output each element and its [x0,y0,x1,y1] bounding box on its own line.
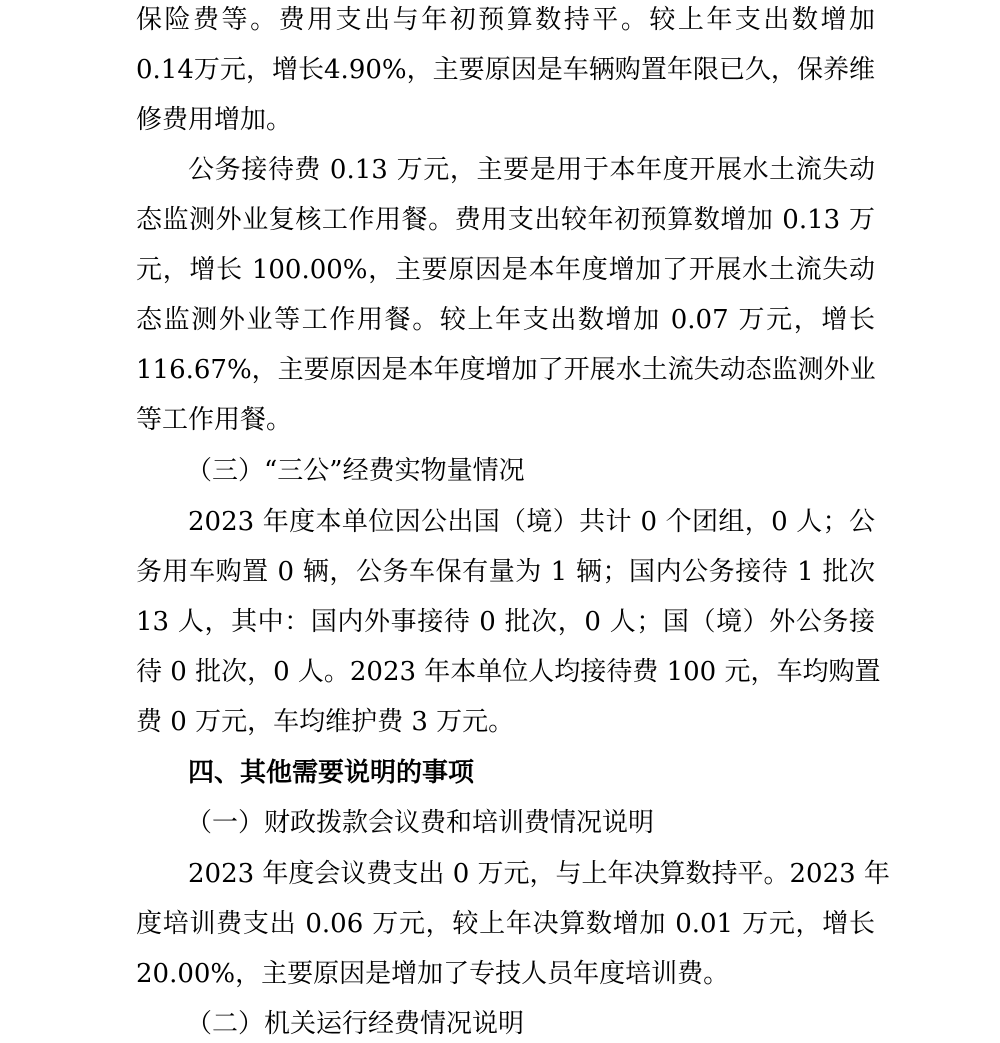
paragraph-line: 20.00%，主要原因是增加了专技人员年度培训费。 [136,959,730,989]
subsection-heading: （二）机关运行经费情况说明 [186,1009,525,1039]
paragraph-line: 116.67%，主要原因是本年度增加了开展水土流失动态监测外业 [136,355,876,385]
paragraph-line: 等工作用餐。 [136,405,293,435]
paragraph-line: 保险费等。费用支出与年初预算数持平。较上年支出数增加 [136,5,875,35]
paragraph-line: 元，增长 100.00%，主要原因是本年度增加了开展水土流失动 [136,255,875,285]
paragraph-line: 态监测外业复核工作用餐。费用支出较年初预算数增加 0.13 万 [136,205,875,235]
paragraph-line: 待 0 批次，0 人。2023 年本单位人均接待费 100 元，车均购置 [136,657,881,687]
paragraph-line: 公务接待费 0.13 万元，主要是用于本年度开展水土流失动 [188,155,875,185]
paragraph-line: 务用车购置 0 辆，公务车保有量为 1 辆；国内公务接待 1 批次 [136,557,875,587]
paragraph-line: 修费用增加。 [136,105,293,135]
paragraph-line: 13 人，其中：国内外事接待 0 批次，0 人；国（境）外公务接 [136,607,875,637]
paragraph-line: 态监测外业等工作用餐。较上年支出数增加 0.07 万元，增长 [136,305,875,335]
paragraph-line: 费 0 万元，车均维护费 3 万元。 [136,707,515,737]
paragraph-line: 度培训费支出 0.06 万元，较上年决算数增加 0.01 万元，增长 [136,909,875,939]
subsection-heading: （三）“三公”经费实物量情况 [186,456,525,486]
paragraph-line: 2023 年度本单位因公出国（境）共计 0 个团组，0 人；公 [188,507,875,537]
paragraph-line: 0.14万元，增长4.90%，主要原因是车辆购置年限已久，保养维 [136,55,875,85]
paragraph-line: 2023 年度会议费支出 0 万元，与上年决算数持平。2023 年 [188,859,890,889]
subsection-heading: （一）财政拨款会议费和培训费情况说明 [186,808,655,838]
section-heading: 四、其他需要说明的事项 [188,758,475,788]
